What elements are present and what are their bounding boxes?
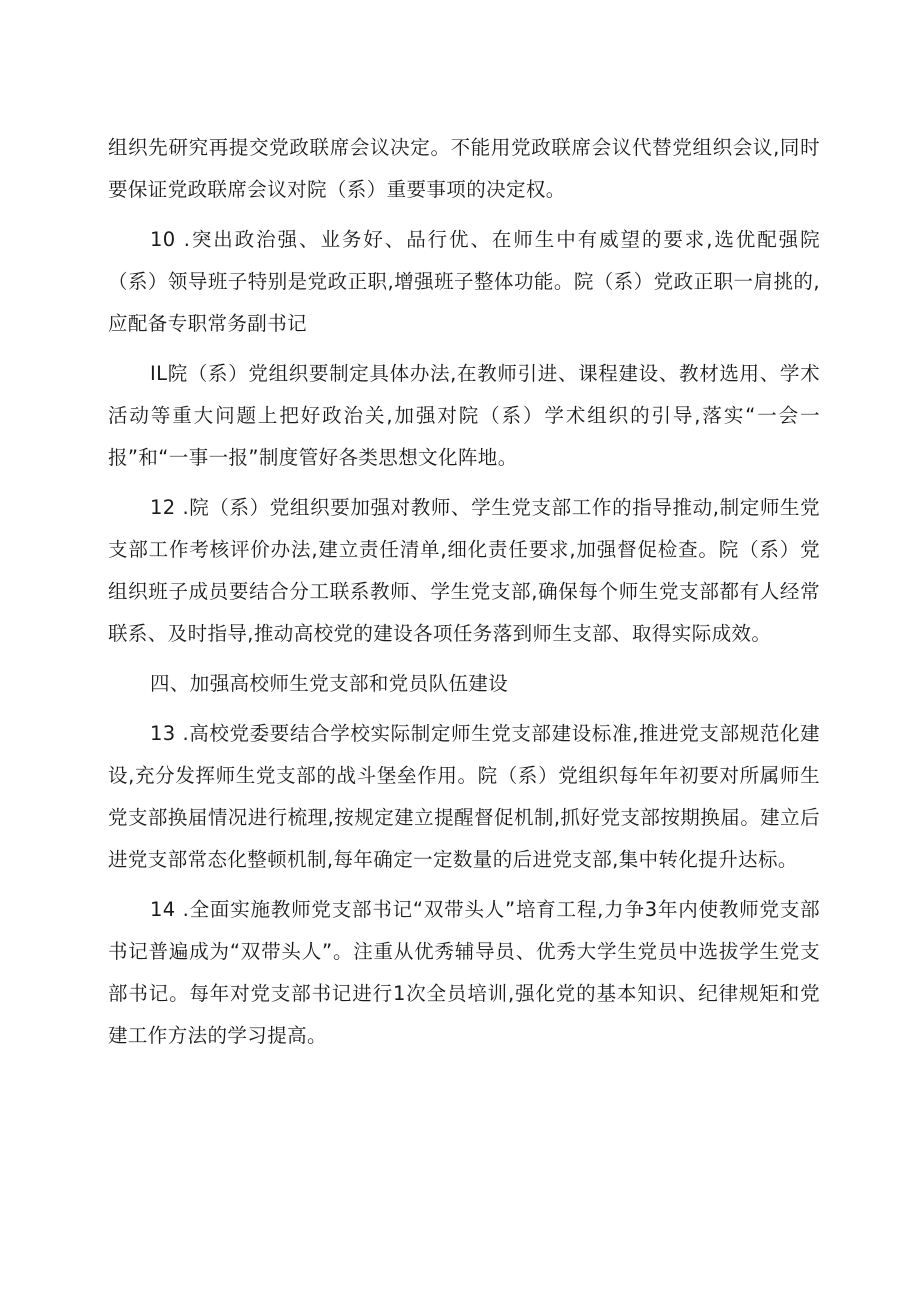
paragraph-item-13: 13 .高校党委要结合学校实际制定师生党支部建设标准,推进党支部规范化建设,充分发挥师生党支部的战斗堡垒作用。院（系）党组织每年年初要对所属师生党支部换届情况进行梳理,按规定建立提醒督促机制,抓好党支部按期换届。建立后进党支部常态化整顿机制,每年确定一定数量的后进党支部,集中转化提升达标。 — [108, 722, 820, 871]
paragraph-item-10: 10 .突出政治强、业务好、品行优、在师生中有威望的要求,选优配强院（系）领导班子特别是党政正职,增强班子整体功能。院（系）党政正职一肩挑的,应配备专职常务副书记 — [108, 228, 820, 335]
paragraph-item-14: 14 .全面实施教师党支部书记“双带头人”培育工程,力争3年内使教师党支部书记普遍成为“双带头人”。注重从优秀辅导员、优秀大学生党员中选拔学生党支部书记。每年对党支部书记进行1次全员培训,强化党的基本知识、纪律规矩和党建工作方法的学习提高。 — [108, 898, 820, 1047]
paragraph-continuation: 组织先研究再提交党政联席会议决定。不能用党政联席会议代替党组织会议,同时要保证党政联席会议对院（系）重要事项的决定权。 — [108, 136, 820, 201]
section-heading-4: 四、加强高校师生党支部和党员队伍建设 — [150, 672, 509, 695]
paragraph-item-12: 12 .院（系）党组织要加强对教师、学生党支部工作的指导推动,制定师生党支部工作考核评价办法,建立责任清单,细化责任要求,加强督促检查。院（系）党组织班子成员要结合分工联系教师、学生党支部,确保每个师生党支部都有人经常联系、及时指导,推动高校党的建设各项任务落到师生支部、取得实际成效。 — [108, 496, 820, 645]
document-body — [108, 127, 820, 1065]
paragraph-item-11: IL院（系）党组织要制定具体办法,在教师引进、课程建设、教材选用、学术活动等重大问题上把好政治关,加强对院（系）学术组织的引导,落实“一会一报”和“一事一报”制度管好各类思想文化阵地。 — [108, 362, 820, 469]
